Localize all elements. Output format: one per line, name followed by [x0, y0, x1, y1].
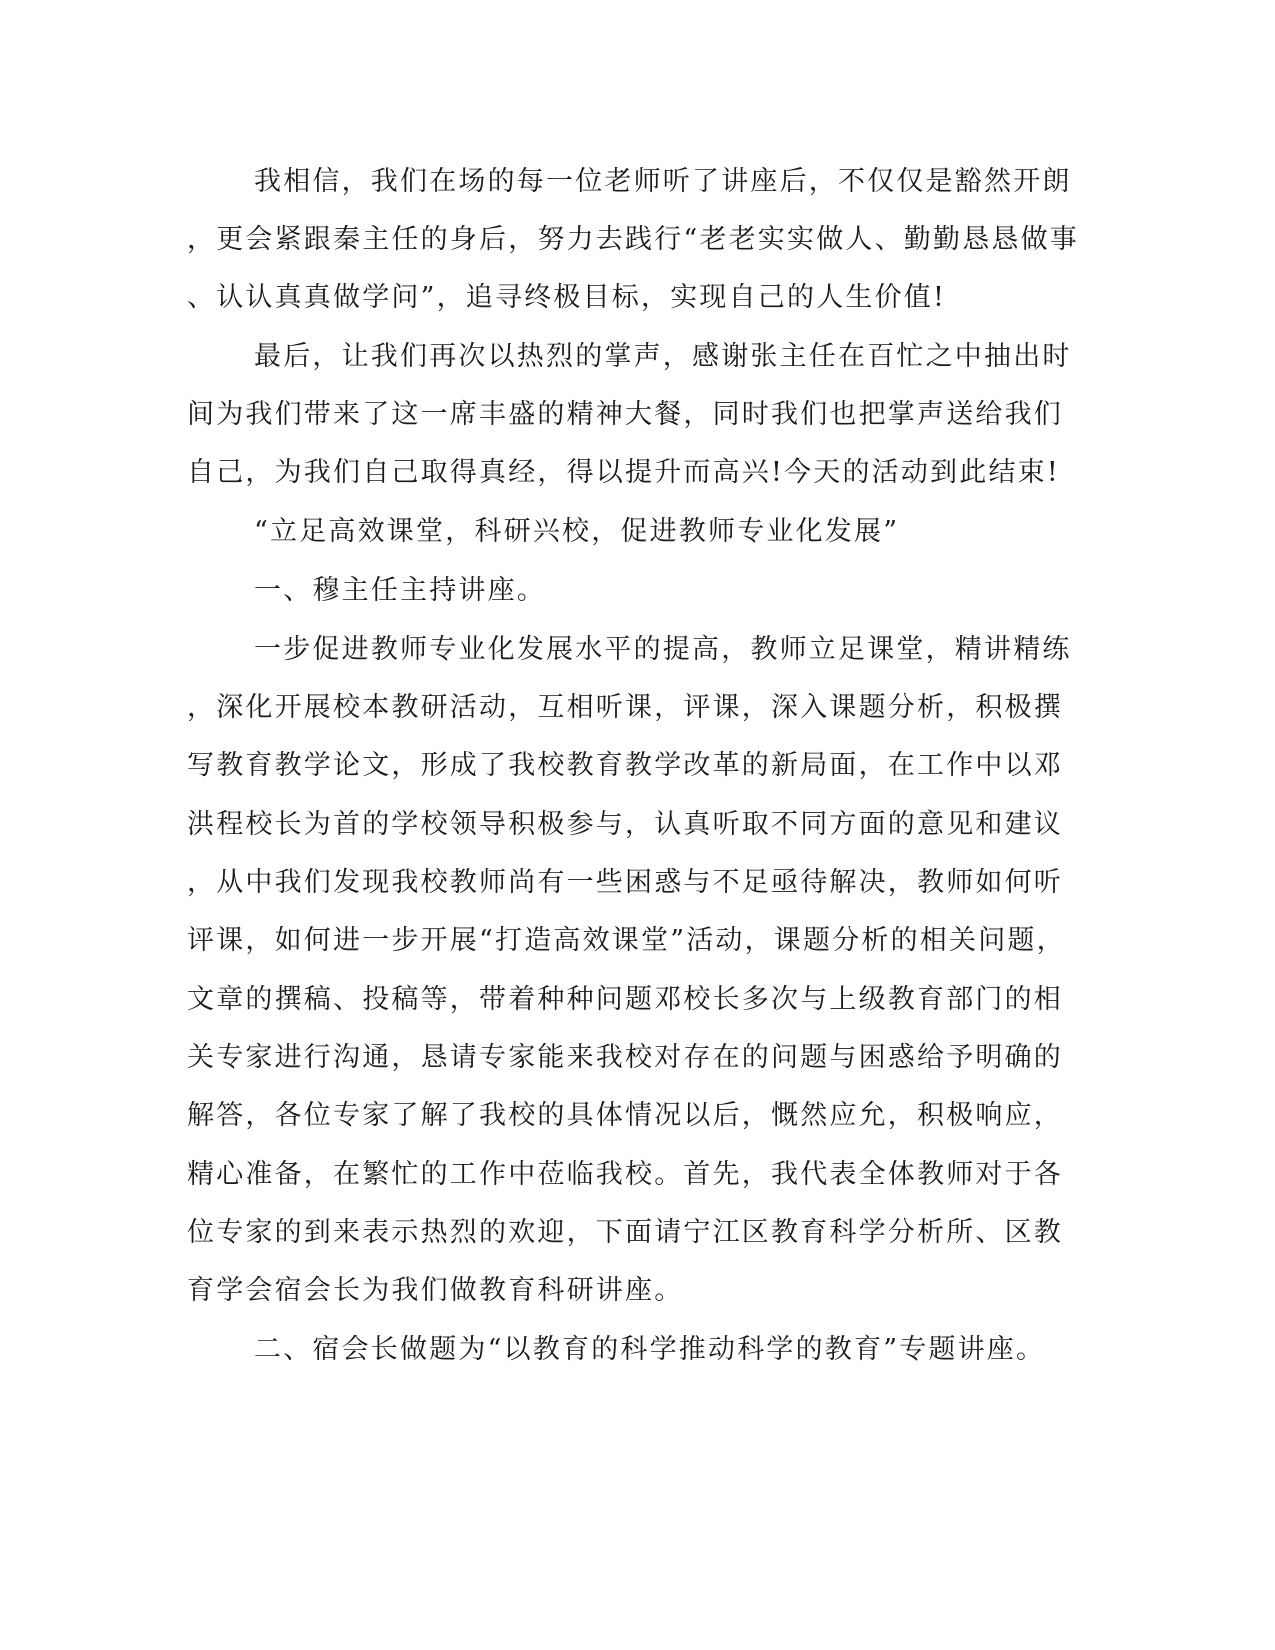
paragraph-3-line-1: 一步促进教师专业化发展水平的提高，教师立足课堂，精讲精练: [254, 634, 1072, 665]
paragraph-3-line-4: 洪程校长为首的学校领导积极参与，认真听取不同方面的意见和建议: [187, 809, 1063, 840]
paragraph-1-line-2: ，更会紧跟秦主任的身后，努力去践行“老老实实做人、勤勤恳恳做事: [187, 224, 1080, 255]
paragraph-3-line-11: 位专家的到来表示热烈的欢迎，下面请宁江区教育科学分析所、区教: [187, 1217, 1063, 1248]
paragraph-3-line-12: 育学会宿会长为我们做教育科研讲座。: [187, 1275, 684, 1306]
paragraph-3-line-2: ，深化开展校本教研活动，互相听课，评课，深入课题分析，积极撰: [187, 692, 1063, 723]
paragraph-3-line-10: 精心准备，在繁忙的工作中莅临我校。首先，我代表全体教师对于各: [187, 1159, 1063, 1190]
paragraph-3-line-7: 文章的撰稿、投稿等，带着种种问题邓校长多次与上级教育部门的相: [187, 984, 1063, 1015]
paragraph-3-line-8: 关专家进行沟通，恳请专家能来我校对存在的问题与困惑给予明确的: [187, 1042, 1063, 1073]
paragraph-1-line-3: 、认认真真做学问”，追寻终极目标，实现自己的人生价值!: [187, 282, 947, 313]
paragraph-2-line-2: 间为我们带来了这一席丰盛的精神大餐，同时我们也把掌声送给我们: [187, 399, 1063, 430]
paragraph-1-line-1: 我相信，我们在场的每一位老师听了讲座后，不仅仅是豁然开朗: [254, 166, 1072, 197]
paragraph-2-line-3: 自己，为我们自己取得真经，得以提升而高兴!今天的活动到此结束!: [187, 457, 1060, 488]
paragraph-3-line-6: 评课，如何进一步开展“打造高效课堂”活动，课题分析的相关问题，: [187, 925, 1066, 956]
item-1-heading: 一、穆主任主持讲座。: [254, 575, 546, 606]
paragraph-2-line-1: 最后，让我们再次以热烈的掌声，感谢张主任在百忙之中抽出时: [254, 341, 1072, 372]
section-heading: “立足高效课堂，科研兴校，促进教师专业化发展”: [254, 516, 900, 547]
item-2-heading: 二、宿会长做题为“以教育的科学推动科学的教育”专题讲座。: [254, 1334, 1046, 1365]
paragraph-3-line-9: 解答，各位专家了解了我校的具体情况以后，慨然应允，积极响应，: [187, 1100, 1063, 1131]
paragraph-3-line-3: 写教育教学论文，形成了我校教育教学改革的新局面，在工作中以邓: [187, 750, 1063, 781]
paragraph-3-line-5: ，从中我们发现我校教师尚有一些困惑与不足亟待解决，教师如何听: [187, 867, 1063, 898]
